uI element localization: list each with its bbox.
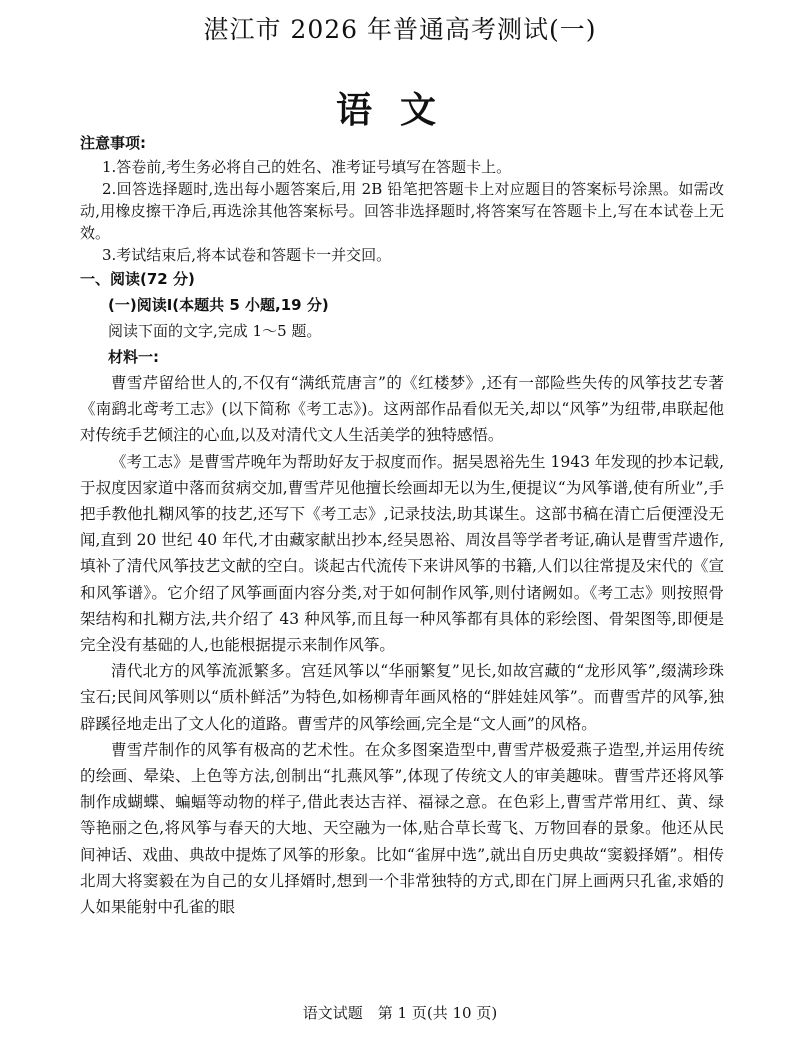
notice-item: 3.考试结束后,将本试卷和答题卡一并交回。 (102, 246, 392, 264)
notice-block (80, 132, 724, 266)
reading-instruction: 阅读下面的文字,完成 1～5 题。 (108, 322, 322, 340)
notice-item: 1.答卷前,考生务必将自己的姓名、准考证号填写在答题卡上。 (102, 158, 512, 176)
page-footer: 语文试题 第 1 页(共 10 页) (302, 1004, 498, 1022)
article-paragraph: 曹雪芹留给世人的,不仅有“满纸荒唐言”的《红楼梦》,还有一部险些失传的风筝技艺专著《南鹞北鸢考工志》(以下简称《考工志》)。这两部作品看似无关,却以“风筝”为纽带,串联起他对传统手艺倾注的心血,以及对清代文人生活美学的独特感悟。 (80, 374, 724, 445)
subsection-heading: (一)阅读Ⅰ(本题共 5 小题,19 分) (108, 296, 329, 314)
material-label: 材料一: (108, 348, 159, 366)
article-paragraph: 清代北方的风筝流派繁多。宫廷风筝以“华丽繁复”见长,如故宫藏的“龙形风筝”,缀满珍珠宝石;民间风筝则以“质朴鲜活”为特色,如杨柳青年画风格的“胖娃娃风筝”。而曹雪芹的风筝,独辟蹊径地走出了文人化的道路。曹雪芹的风筝绘画,完全是“文人画”的风格。 (80, 662, 724, 733)
notice-heading: 注意事项: (80, 134, 146, 152)
article-paragraph: 《考工志》是曹雪芹晚年为帮助好友于叔度而作。据吴恩裕先生 1943 年发现的抄本记载,于叔度因家道中落而贫病交加,曹雪芹见他擅长绘画却无以为生,便提议“为风筝谱,使有所业”,手把手教他扎糊风筝的技艺,还写下《考工志》,记录技法,助其谋生。这部书稿在清亡后便湮没无闻,直到 20 世纪 40 年代,才由藏家献出抄本,经吴恩裕、周汝昌等学者考证,确认是曹雪芹遗作,填补了清代风筝技艺文献的空白。谈起古代流传下来讲风筝的书籍,人们以往常提及宋代的《宣和风筝谱》。它介绍了风筝画面内容分类,对于如何制作风筝,则付诸阙如。《考工志》则按照骨架结构和扎糊方法,共介绍了 43 种风筝,而且每一种风筝都有具体的彩绘图、骨架图等,即便是完全没有基础的人,也能根据提示来制作风筝。 (80, 452, 724, 655)
article-paragraph: 曹雪芹制作的风筝有极高的艺术性。在众多图案造型中,曹雪芹极爱燕子造型,并运用传统的绘画、晕染、上色等方法,创制出“扎燕风筝”,体现了传统文人的审美趣味。曹雪芹还将风筝制作成蝴蝶、蝙蝠等动物的样子,借此表达吉祥、福禄之意。在色彩上,曹雪芹常用红、黄、绿等艳丽之色,将风筝与春天的大地、天空融为一体,贴合草长莺飞、万物回春的景象。他还从民间神话、戏曲、典故中提炼了风筝的形象。比如“雀屏中选”,就出自历史典故“窦毅择婿”。相传北周大将窦毅在为自己的女儿择婿时,想到一个非常独特的方式,即在门屏上画两只孔雀,求婚的人如果能射中孔雀的眼 (80, 740, 724, 917)
subject-title: 语文 (335, 90, 464, 131)
exam-title: 湛江市 2026 年普通高考测试(一) (203, 15, 597, 44)
article-body (80, 370, 724, 920)
section-heading: 一、阅读(72 分) (80, 270, 195, 288)
notice-item: 2.回答选择题时,选出每小题答案后,用 2B 铅笔把答题卡上对应题目的答案标号涂黑。如需改动,用橡皮擦干净后,再选涂其他答案标号。回答非选择题时,将答案写在答题卡上,写在本试卷上无效。 (80, 180, 724, 242)
